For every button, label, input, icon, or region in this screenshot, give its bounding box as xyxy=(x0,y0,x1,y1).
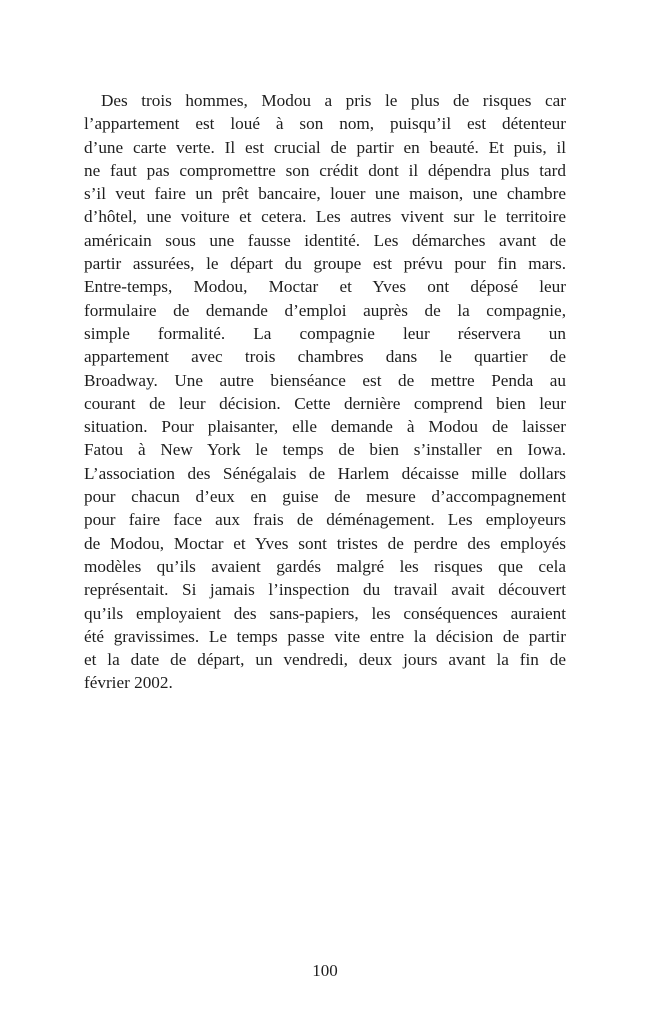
paragraph-line: et la date de départ, un vendredi, deux jours avant la fin de xyxy=(84,650,566,670)
paragraph-line: partir assurées, le départ du groupe est prévu pour fin mars. xyxy=(84,254,566,274)
paragraph-line: américain sous une fausse identité. Les démarches avant de xyxy=(84,230,566,250)
paragraph-line: Des trois hommes, Modou a pris le plus de risques car xyxy=(101,91,566,110)
paragraph-line: courant de leur décision. Cette dernière comprend bien leur xyxy=(84,393,566,413)
paragraph-line: représentait. Si jamais l’inspection du travail avait découvert xyxy=(84,580,566,600)
paragraph-line: formulaire de demande d’emploi auprès de la compagnie, xyxy=(84,300,566,320)
paragraph-line: Fatou à New York le temps de bien s’installer en Iowa. xyxy=(84,440,566,460)
paragraph-line: l’appartement est loué à son nom, puisqu’il est détenteur xyxy=(84,114,566,134)
paragraph-line: L’association des Sénégalais de Harlem décaisse mille dollars xyxy=(84,463,566,483)
paragraph-line: février 2002. xyxy=(84,673,173,693)
paragraph-line: d’hôtel, une voiture et cetera. Les autres vivent sur le territoire xyxy=(84,207,566,227)
paragraph-line: Broadway. Une autre bienséance est de mettre Penda au xyxy=(84,370,566,390)
paragraph-line: de Modou, Moctar et Yves sont tristes de perdre des employés xyxy=(84,533,566,553)
paragraph-line: simple formalité. La compagnie leur réservera un xyxy=(84,323,566,343)
paragraph-line: pour chacun d’eux en guise de mesure d’accompagnement xyxy=(84,487,566,507)
paragraph-line: d’une carte verte. Il est crucial de partir en beauté. Et puis, il xyxy=(84,137,566,157)
paragraph-line: modèles qu’ils avaient gardés malgré les risques que cela xyxy=(84,556,566,576)
paragraph-line: appartement avec trois chambres dans le quartier de xyxy=(84,347,566,367)
paragraph-line: ne faut pas compromettre son crédit dont il dépendra plus tard xyxy=(84,160,566,180)
body-paragraph xyxy=(84,89,566,695)
paragraph-line: s’il veut faire un prêt bancaire, louer une maison, une chambre xyxy=(84,184,566,204)
paragraph-line: été gravissimes. Le temps passe vite entre la décision de partir xyxy=(84,626,566,646)
paragraph-line: pour faire face aux frais de déménagement. Les employeurs xyxy=(84,510,566,530)
paragraph-line: Entre-temps, Modou, Moctar et Yves ont déposé leur xyxy=(84,277,566,297)
paragraph-line: situation. Pour plaisanter, elle demande à Modou de laisser xyxy=(84,417,566,437)
page-number: 100 xyxy=(312,961,338,980)
paragraph-line: qu’ils employaient des sans-papiers, les conséquences auraient xyxy=(84,603,566,623)
